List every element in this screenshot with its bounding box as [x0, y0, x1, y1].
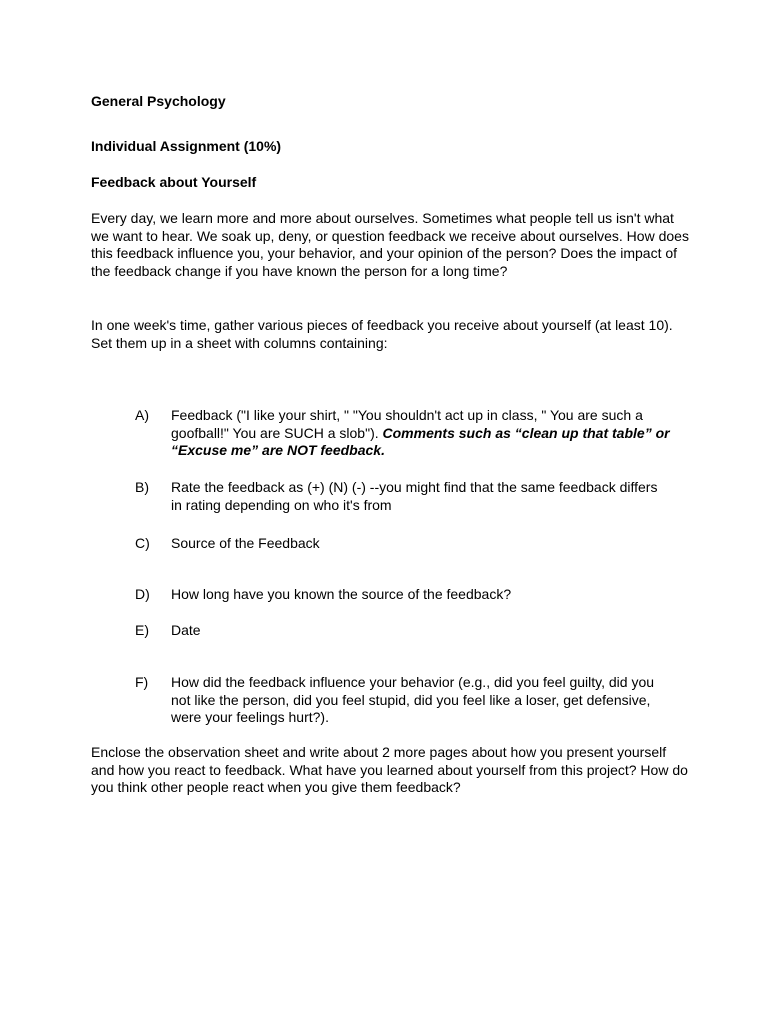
column-text: How long have you known the source of the feedback?	[171, 586, 512, 602]
column-emphasis-note: Comments such as “clean up that table” or “Excuse me” are NOT feedback.	[171, 424, 670, 458]
column-text: Date	[171, 622, 201, 638]
column-letter: C)	[135, 535, 150, 551]
course-title: General Psychology	[91, 93, 226, 109]
column-letter: B)	[135, 479, 149, 495]
column-letter: E)	[135, 622, 149, 638]
column-letter: A)	[135, 407, 149, 423]
column-description: Feedback ("I like your shirt, " "You shouldn't act up in class, " You are such a goofball!" You are SUCH a slob").	[171, 407, 643, 441]
intro-paragraph: Every day, we learn more and more about ourselves. Sometimes what people tell us isn't what we want to hear. We soak up, deny, or question feedback we receive about ourselves. How does this feedback influence you, your behavior, and your opinion of the person? Does the impact of the feedback change if you have known the person for a long time?	[91, 210, 689, 279]
assignment-title: Individual Assignment (10%)	[91, 138, 282, 154]
closing-paragraph: Enclose the observation sheet and write about 2 more pages about how you present yourself and how you react to feedback. What have you learned about yourself from this project? How do you think other people react when you give them feedback?	[91, 744, 688, 795]
topic-title: Feedback about Yourself	[91, 174, 257, 190]
column-letter: D)	[135, 586, 150, 602]
column-text: Source of the Feedback	[171, 535, 320, 551]
column-text: How did the feedback influence your behavior (e.g., did you feel guilty, did you not like the person, did you feel stupid, did you feel like a loser, get defensive, were your feelings hurt?).	[171, 674, 655, 725]
instructions-paragraph: In one week's time, gather various pieces of feedback you receive about yourself (at least 10). Set them up in a sheet with columns containing:	[91, 317, 673, 351]
column-text: Rate the feedback as (+) (N) (-) --you might find that the same feedback differs in rating depending on who it's from	[171, 479, 658, 513]
column-text	[171, 407, 671, 460]
column-letter: F)	[135, 674, 149, 690]
